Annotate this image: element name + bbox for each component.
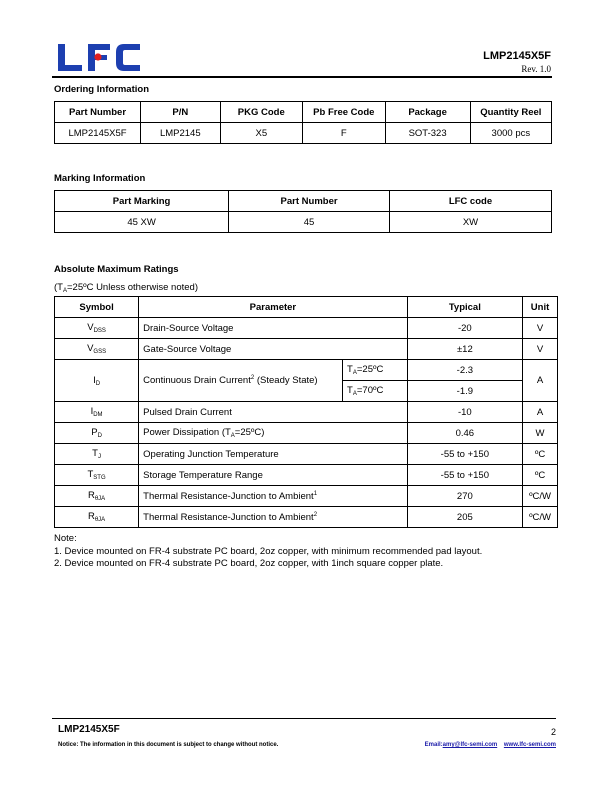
symbol-vgss: $V_{GSS}$ <box>55 339 139 360</box>
param-cell: Power Dissipation $(T_A=25ºC)$ <box>139 423 408 444</box>
footer-rule <box>52 718 556 719</box>
symbol-rthja: $R_{\theta JA}$ <box>55 486 139 507</box>
page-number: 2 <box>550 727 556 737</box>
footer-part-number: LMP2145X5F <box>58 724 120 735</box>
note-item: 1. Device mounted on FR-4 substrate PC board, 2oz copper, with minimum recommended pad layout. <box>54 545 483 557</box>
col-unit: Unit <box>523 297 558 318</box>
cell-part-number: 45 <box>229 212 390 233</box>
header-part-number: LMP2145X5F <box>483 50 551 62</box>
unit-cell: A <box>523 402 558 423</box>
ordering-header-row <box>55 102 552 123</box>
ratings-header-row <box>55 297 558 318</box>
symbol-idm: $I_{DM}$ <box>55 402 139 423</box>
table-row <box>55 212 552 233</box>
typical-cell: -2.3 <box>407 360 522 381</box>
table-row <box>55 486 558 507</box>
unit-cell: W <box>523 423 558 444</box>
param-cell: Gate-Source Voltage <box>139 339 408 360</box>
col-part-number: Part Number <box>229 191 390 212</box>
param-cell: Pulsed Drain Current <box>139 402 408 423</box>
cell-lfc-code: XW <box>389 212 551 233</box>
table-row <box>55 507 558 528</box>
col-typical: Typical <box>407 297 522 318</box>
cell-pkg-code: X5 <box>220 123 303 144</box>
col-lfc-code: LFC code <box>389 191 551 212</box>
website-link[interactable]: www.lfc-semi.com <box>503 742 556 748</box>
table-row <box>55 465 558 486</box>
col-part-marking: Part Marking <box>55 191 229 212</box>
table-row <box>55 402 558 423</box>
ratings-title: Absolute Maximum Ratings <box>54 264 179 275</box>
typical-cell: 0.46 <box>407 423 522 444</box>
table-row <box>55 123 552 144</box>
param-cell: Storage Temperature Range <box>139 465 408 486</box>
condition-cell: $T_A=70ºC$ <box>343 381 408 402</box>
cell-package: SOT-323 <box>385 123 470 144</box>
notes <box>54 533 482 571</box>
unit-cell: ºC <box>523 444 558 465</box>
col-quantity-reel: Quantity Reel <box>470 102 551 123</box>
col-part-number: Part Number <box>55 102 141 123</box>
unit-cell: ºC/W <box>523 486 558 507</box>
col-pb-free-code: Pb Free Code <box>303 102 386 123</box>
marking-table <box>54 190 552 233</box>
typical-cell: -10 <box>407 402 522 423</box>
revision: Rev. 1.0 <box>521 64 551 74</box>
table-row <box>55 444 558 465</box>
table-row <box>55 423 558 444</box>
ratings-table <box>54 296 558 528</box>
typical-cell: 270 <box>407 486 522 507</box>
col-symbol: Symbol <box>55 297 139 318</box>
ratings-condition: ($T_A=25ºC$ Unless otherwise noted) <box>54 282 198 294</box>
col-parameter: Parameter <box>139 297 408 318</box>
table-row <box>55 339 558 360</box>
footer-contact <box>425 742 556 748</box>
cell-pn: LMP2145 <box>141 123 221 144</box>
param-cell: Operating Junction Temperature <box>139 444 408 465</box>
typical-cell: ±12 <box>407 339 522 360</box>
param-cell: Thermal Resistance-Junction to Ambient$^1$ <box>139 486 408 507</box>
marking-header-row <box>55 191 552 212</box>
typical-cell: -55 to +150 <box>407 444 522 465</box>
typical-cell: -1.9 <box>407 381 522 402</box>
table-row <box>55 360 558 381</box>
lfc-logo <box>58 42 142 72</box>
typical-cell: 205 <box>407 507 522 528</box>
col-package: Package <box>385 102 470 123</box>
unit-cell: ºC/W <box>523 507 558 528</box>
table-row <box>55 318 558 339</box>
col-pn: P/N <box>141 102 221 123</box>
param-cell: Thermal Resistance-Junction to Ambient$^2$ <box>139 507 408 528</box>
unit-cell: ºC <box>523 465 558 486</box>
ordering-title: Ordering Information <box>54 84 149 95</box>
symbol-pd: $P_D$ <box>55 423 139 444</box>
email-label: Email: <box>424 742 443 748</box>
symbol-rthja: $R_{\theta JA}$ <box>55 507 139 528</box>
email-link[interactable]: amy@lfc-semi.com <box>442 742 498 748</box>
cell-pb-free-code: F <box>303 123 386 144</box>
note-item: 2. Device mounted on FR-4 substrate PC board, 2oz copper, with 1inch square copper plate. <box>54 558 444 569</box>
unit-cell: A <box>523 360 558 402</box>
header-rule <box>52 76 552 78</box>
param-cell: Drain-Source Voltage <box>139 318 408 339</box>
condition-cell: $T_A=25ºC$ <box>343 360 408 381</box>
ordering-table <box>54 101 552 144</box>
typical-cell: -55 to +150 <box>407 465 522 486</box>
unit-cell: V <box>523 339 558 360</box>
symbol-id: $I_D$ <box>55 360 139 402</box>
symbol-tj: $T_J$ <box>55 444 139 465</box>
col-pkg-code: PKG Code <box>220 102 303 123</box>
footer-notice: Notice: The information in this document is subject to change without notice. <box>58 742 279 748</box>
cell-quantity-reel: 3000 pcs <box>470 123 551 144</box>
marking-title: Marking Information <box>54 173 146 184</box>
symbol-vdss: $V_{DSS}$ <box>55 318 139 339</box>
cell-part-number: LMP2145X5F <box>55 123 141 144</box>
param-cell: Continuous Drain Current$^2$ (Steady State) <box>139 360 343 402</box>
typical-cell: -20 <box>407 318 522 339</box>
unit-cell: V <box>523 318 558 339</box>
symbol-tstg: $T_{STG}$ <box>55 465 139 486</box>
cell-part-marking: 45 XW <box>55 212 229 233</box>
notes-heading: Note: <box>54 533 77 544</box>
